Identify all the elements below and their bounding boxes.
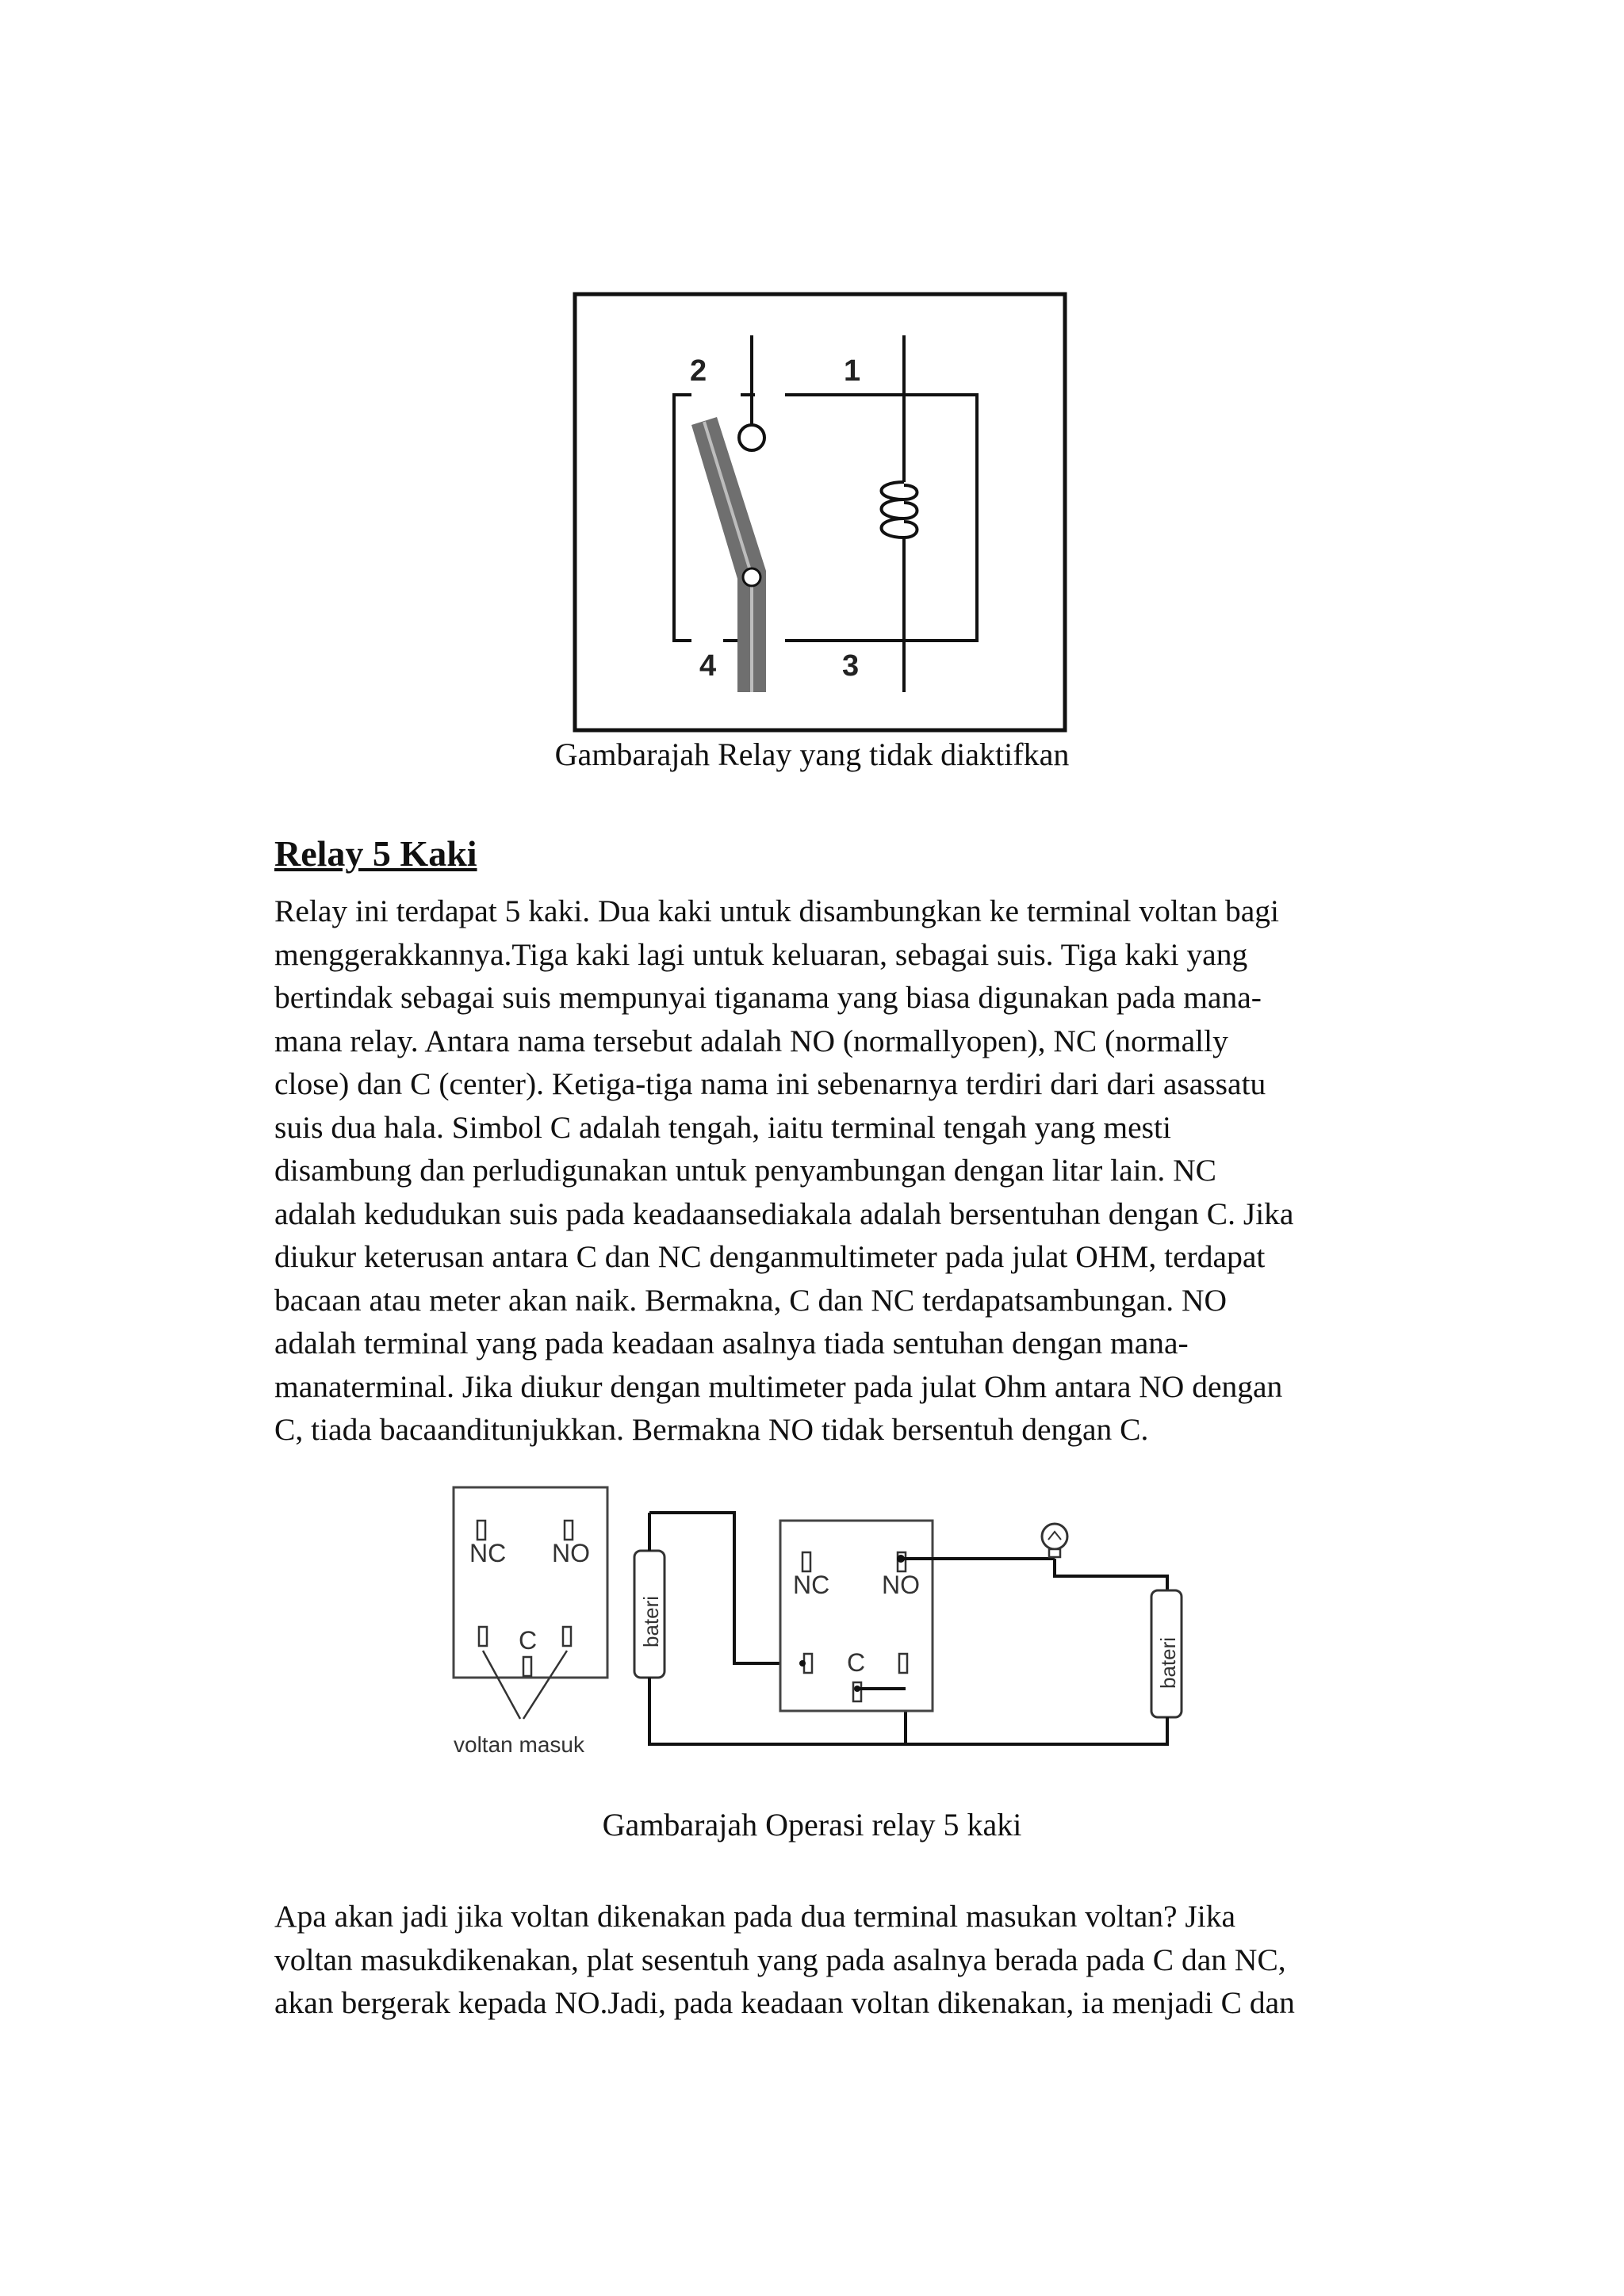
paragraph-line: suis dua hala. Simbol C adalah tengah, iaitu terminal tengah yang mesti [274, 1109, 1171, 1145]
paragraph-line: C, tiada bacaanditunjukkan. Bermakna NO tidak bersentuh dengan C. [274, 1412, 1149, 1447]
paragraph-line: manaterminal. Jika diukur dengan multimeter pada julat Ohm antara NO dengan [274, 1368, 1283, 1404]
pin-label-2: 2 [690, 354, 707, 388]
paragraph-line: menggerakkannya.Tiga kaki lagi untuk keluaran, sebagai suis. Tiga kaki yang [274, 936, 1248, 972]
pin-label-4: 4 [699, 649, 717, 683]
pin-label-3: 3 [842, 649, 860, 683]
paragraph-line: close) dan C (center). Ketiga-tiga nama ini sebenarnya terdiri dari dari asassatu [274, 1066, 1266, 1101]
pin-label-1: 1 [844, 354, 861, 388]
battery2-label: bateri [1156, 1636, 1180, 1689]
paragraph-line: voltan masukdikenakan, plat sesentuh yang pada asalnya berada pada C dan NC, [274, 1942, 1286, 1977]
right-no-label: NO [882, 1571, 920, 1599]
relay-diagram-deenergized [573, 292, 1067, 733]
paragraph-line: adalah terminal yang pada keadaan asalnya tiada sentuhan dengan mana- [274, 1326, 1189, 1360]
paragraph-line: mana relay. Antara nama tersebut adalah NO (normallyopen), NC (normally [274, 1023, 1228, 1058]
left-c-label: C [519, 1626, 538, 1655]
right-nc-label: NC [793, 1571, 830, 1599]
figure2-caption: Gambarajah Operasi relay 5 kaki [602, 1807, 1022, 1843]
paragraph-line: akan bergerak kepada NO.Jadi, pada keadaan voltan dikenakan, ia menjadi C dan [274, 1985, 1295, 2020]
paragraph-line: Relay ini terdapat 5 kaki. Dua kaki untuk disambungkan ke terminal voltan bagi [274, 894, 1279, 928]
left-no-label: NO [552, 1539, 590, 1567]
section-heading: Relay 5 Kaki [274, 833, 477, 874]
paragraph-line: adalah kedudukan suis pada keadaansediakala adalah bersentuhan dengan C. Jika [274, 1196, 1294, 1231]
paragraph-line: bacaan atau meter akan naik. Bermakna, C dan NC terdapatsambungan. NO [274, 1282, 1228, 1318]
left-nc-label: NC [469, 1539, 507, 1567]
paragraph-line: disambung dan perludigunakan untuk penyambungan dengan litar lain. NC [274, 1153, 1217, 1188]
voltan-masuk-label: voltan masuk [454, 1732, 584, 1757]
closing-paragraph [274, 1895, 1361, 2025]
battery1-label: bateri [639, 1595, 663, 1647]
figure1-caption: Gambarajah Relay yang tidak diaktifkan [554, 737, 1070, 772]
relay-operation-diagram [444, 1481, 1205, 1766]
right-c-label: C [847, 1648, 866, 1677]
paragraph-line: diukur keterusan antara C dan NC denganmultimeter pada julat OHM, terdapat [274, 1239, 1266, 1274]
paragraph-line: bertindak sebagai suis mempunyai tiganama yang biasa digunakan pada mana- [274, 980, 1262, 1015]
paragraph-line: Apa akan jadi jika voltan dikenakan pada dua terminal masukan voltan? Jika [274, 1899, 1236, 1934]
section-paragraph [274, 890, 1361, 1452]
